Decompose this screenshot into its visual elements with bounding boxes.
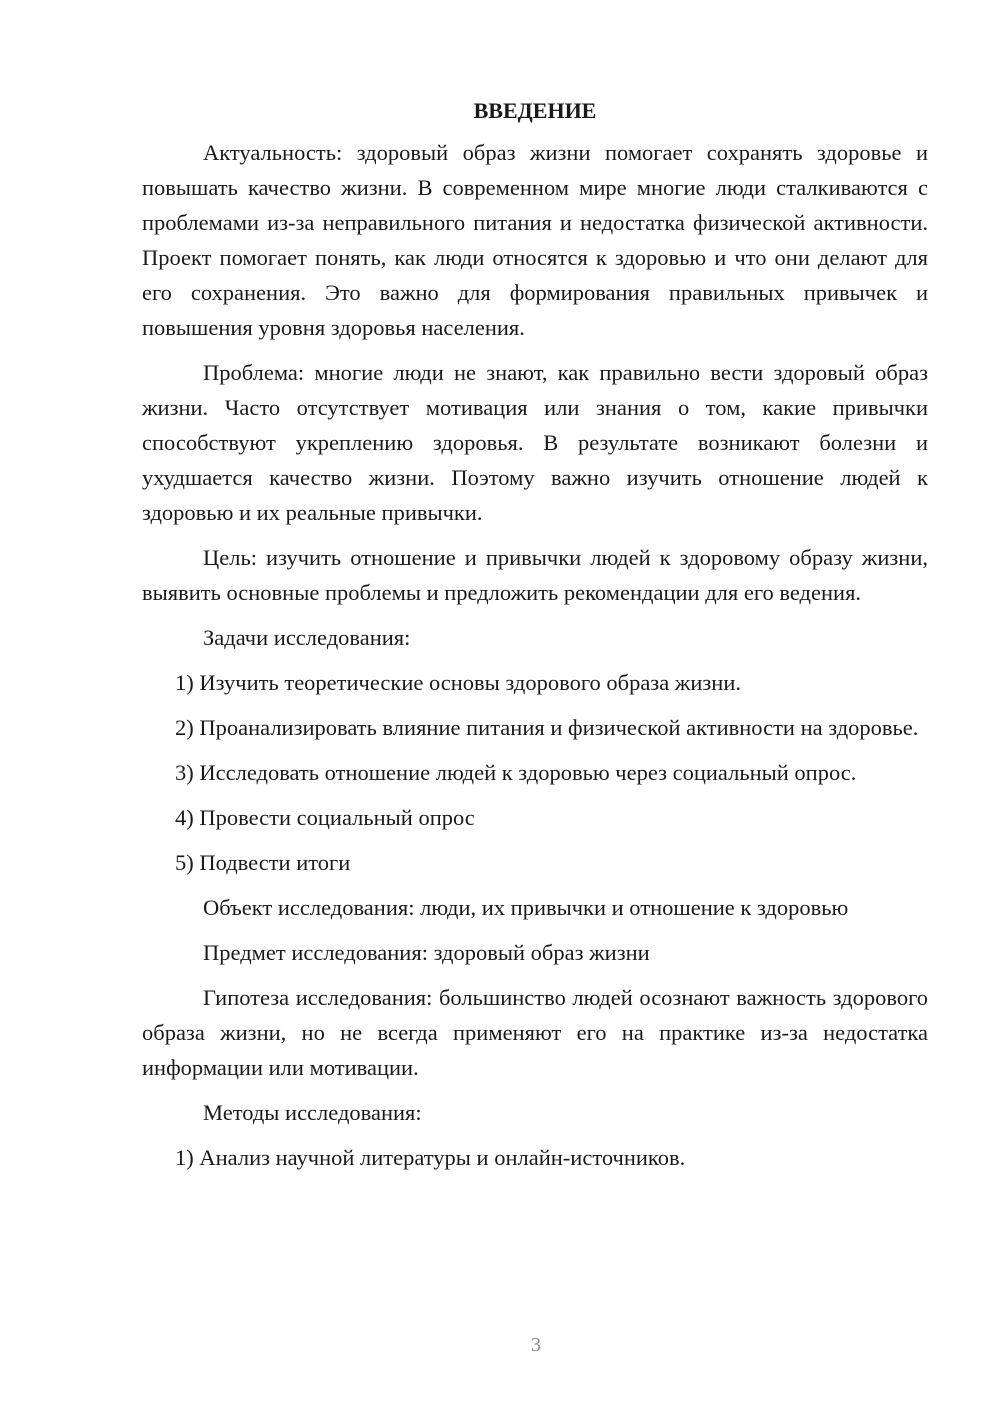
relevance-paragraph: Актуальность: здоровый образ жизни помогает сохранять здоровье и повышать качество жизни. В современном мире многие люди сталкиваются с проблемами из-за неправильного питания и недостатка физической активности. Проект помогает понять, как люди относятся к здоровью и что они делают для его сохранения. Это важно для формирования правильных привычек и повышения уровня здоровья населения. — [142, 140, 928, 340]
subject-line: Предмет исследования: здоровый образ жизни — [203, 940, 650, 965]
problem-paragraph: Проблема: многие люди не знают, как правильно вести здоровый образ жизни. Часто отсутствует мотивация или знания о том, какие привычки способствуют укреплению здоровья. В результате возникают болезни и ухудшается качество жизни. Поэтому важно изучить отношение людей к здоровью и их реальные привычки. — [142, 360, 928, 525]
goal-paragraph: Цель: изучить отношение и привычки людей к здоровому образу жизни, выявить основные проблемы и предложить рекомендации для его ведения. — [142, 545, 928, 605]
task-item: 3) Исследовать отношение людей к здоровью через социальный опрос. — [175, 760, 857, 785]
object-line: Объект исследования: люди, их привычки и отношение к здоровью — [203, 895, 849, 920]
section-title: ВВЕДЕНИЕ — [473, 98, 597, 123]
task-item: 1) Изучить теоретические основы здорового образа жизни. — [175, 670, 741, 695]
task-item: 2) Проанализировать влияние питания и физической активности на здоровье. — [175, 715, 919, 740]
page-number: 3 — [531, 1334, 541, 1356]
method-item: 1) Анализ научной литературы и онлайн-источников. — [175, 1145, 686, 1170]
tasks-heading: Задачи исследования: — [203, 625, 411, 650]
hypothesis-paragraph: Гипотеза исследования: большинство людей осознают важность здорового образа жизни, но не всегда применяют его на практике из-за недостатка информации или мотивации. — [142, 985, 928, 1080]
document-page — [142, 96, 928, 1185]
task-item: 4) Провести социальный опрос — [175, 805, 475, 830]
methods-heading: Методы исследования: — [203, 1100, 422, 1125]
task-item: 5) Подвести итоги — [175, 850, 351, 875]
